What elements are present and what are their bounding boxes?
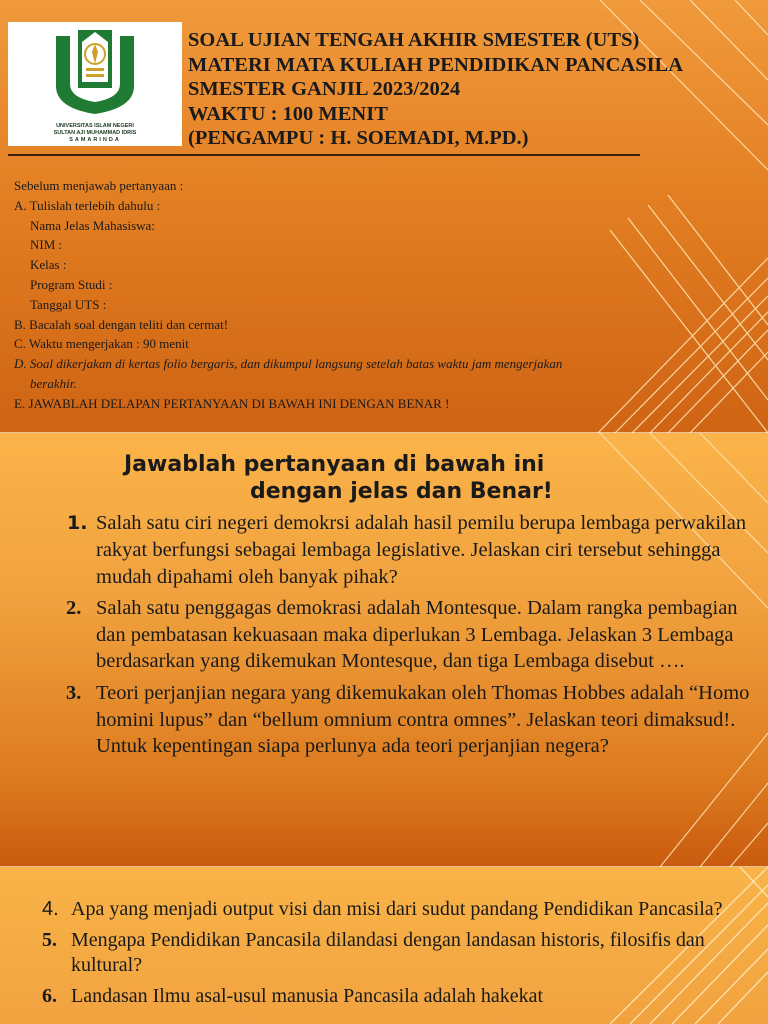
- instr-d: D. Soal dikerjakan di kertas folio bergaris, dan dikumpul langsung setelah batas waktu jam mengerjakan: [14, 356, 563, 372]
- title-line-3: SMESTER GANJIL 2023/2024: [188, 78, 461, 100]
- logo-caption-line-3: SAMARINDA: [69, 137, 121, 143]
- question-1: [67, 510, 757, 590]
- question-number: 1.: [67, 512, 88, 534]
- instr-field-nim: NIM :: [30, 237, 63, 253]
- questions-heading: [124, 451, 553, 505]
- question-list-a: [67, 510, 757, 765]
- title-line-4: WAKTU : 100 MENIT: [188, 102, 388, 125]
- question-3: [67, 680, 757, 760]
- instr-field-prodi: Program Studi :: [30, 276, 113, 292]
- question-text: Landasan Ilmu asal-usul manusia Pancasila adalah hakekat: [71, 985, 544, 1007]
- question-number: 5.: [42, 929, 57, 951]
- instr-field-kelas: Kelas :: [30, 257, 67, 273]
- heading-line-1: Jawablah pertanyaan di bawah ini: [124, 452, 545, 477]
- title-line-2: MATERI MATA KULIAH PENDIDIKAN PANCASILA: [188, 53, 684, 76]
- instr-e: E. JAWABLAH DELAPAN PERTANYAAN DI BAWAH INI DENGAN BENAR !: [14, 395, 450, 411]
- instr-a: A. Tulislah terlebih dahulu :: [14, 197, 161, 213]
- slide-1: [0, 0, 768, 433]
- question-text: Mengapa Pendidikan Pancasila dilandasi dengan landasan historis, filosifis dan kultural?: [71, 929, 705, 976]
- heading-line-2: dengan jelas dan Benar!: [250, 479, 553, 504]
- question-number: 6.: [42, 985, 57, 1007]
- instr-intro: Sebelum menjawab pertanyaan :: [14, 178, 184, 193]
- question-text: Salah satu ciri negeri demokrsi adalah hasil pemilu berupa lembaga perwakilan rakyat berfungsi sebagai lembaga legislative. Jelaskan ciri tersebut sehingga mudah dipahami oleh banyak pihak?: [96, 512, 747, 588]
- logo-caption-line-2: SULTAN AJI MUHAMMAD IDRIS: [53, 130, 137, 136]
- instructions: [14, 178, 562, 416]
- question-5: [42, 928, 742, 978]
- page-title: [188, 28, 683, 151]
- question-list-b: [42, 897, 742, 1015]
- question-number: 4.: [42, 898, 59, 920]
- question-number: 3.: [66, 681, 82, 704]
- question-text: Teori perjanjian negara yang dikemukakan oleh Thomas Hobbes adalah “Homo homini lupus” dan “bellum omnium contra omnes”. Jelaskan teori dimaksud!. Untuk kepentingan siapa perlunya ada teori perjanjian negera?: [96, 681, 750, 758]
- uinsi-logo-icon: [8, 22, 182, 120]
- question-text: Apa yang menjadi output visi dan misi dari sudut pandang Pendidikan Pancasila?: [71, 898, 723, 920]
- question-text: Salah satu penggagas demokrasi adalah Montesque. Dalam rangka pembagian dan pembatasan kekuasaan maka diperlukan 3 Lembaga. Jelaskan 3 Lembaga berdasarkan yang dikemukan Montesque, dan tiga Lembaga disebut ….: [96, 596, 738, 673]
- question-2: [67, 595, 757, 675]
- instr-c: C. Waktu mengerjakan : 90 menit: [14, 336, 189, 352]
- instr-b: B. Bacalah soal dengan teliti dan cermat!: [14, 316, 229, 332]
- title-line-5: (PENGAMPU : H. SOEMADI, M.PD.): [188, 127, 529, 149]
- title-divider: [8, 154, 640, 156]
- title-line-1: SOAL UJIAN TENGAH AKHIR SMESTER (UTS): [188, 29, 640, 51]
- instr-field-name: Nama Jelas Mahasiswa:: [30, 217, 155, 233]
- question-number: 2.: [66, 596, 82, 619]
- instr-d-cont: berakhir.: [30, 375, 77, 391]
- logo-panel: [8, 22, 182, 146]
- question-4: [42, 897, 742, 922]
- question-6: [42, 984, 742, 1009]
- instr-field-tanggal: Tanggal UTS :: [30, 296, 107, 312]
- logo-caption-line-1: UNIVERSITAS ISLAM NEGERI: [56, 123, 134, 129]
